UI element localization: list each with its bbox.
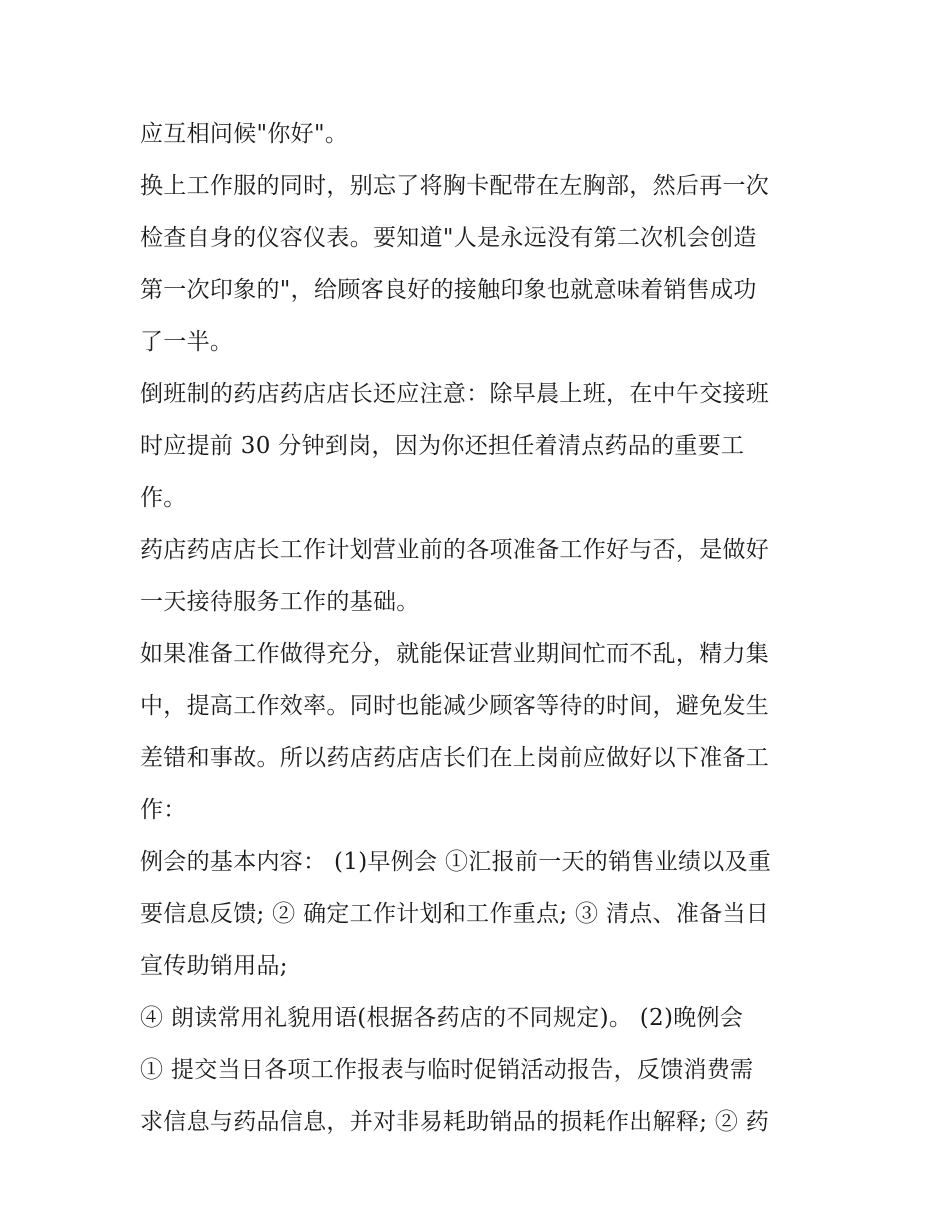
text-line: 换上工作服的同时，别忘了将胸卡配带在左胸部，然后再一次 [140,173,770,199]
text-line: 时应提前 30 分钟到岗，因为你还担任着清点药品的重要工 [140,433,745,459]
text-line: 倒班制的药店药店店长还应注意：除早晨上班，在中午交接班 [140,381,770,407]
document-body [140,108,820,1148]
text-line: 检查自身的仪容仪表。要知道"人是永远没有第二次机会创造 [140,225,757,251]
text-line: 要信息反馈; ② 确定工作计划和工作重点; ③ 清点、准备当日 [140,901,770,927]
text-line: 药店药店店长工作计划营业前的各项准备工作好与否，是做好 [140,537,770,563]
text-line: 应互相问候"你好"。 [140,121,349,147]
text-line: ① 提交当日各项工作报表与临时促销活动报告，反馈消费需 [140,1057,754,1083]
text-line: 第一次印象的"，给顾客良好的接触印象也就意味着销售成功 [140,277,757,303]
text-line: 一天接待服务工作的基础。 [140,589,420,615]
text-line: 求信息与药品信息，并对非易耗助销品的损耗作出解释; ② 药 [140,1109,770,1135]
text-line: 了一半。 [140,329,234,355]
text-line: 例会的基本内容： (1)早例会 ①汇报前一天的销售业绩以及重 [140,849,772,875]
text-line: 如果准备工作做得充分，就能保证营业期间忙而不乱，精力集 [140,641,770,667]
text-line: 作： [140,797,187,823]
text-line: 差错和事故。所以药店药店店长们在上岗前应做好以下准备工 [140,745,770,771]
text-line: 作。 [140,485,187,511]
text-line: 中，提高工作效率。同时也能减少顾客等待的时间，避免发生 [140,693,770,719]
text-line: ④ 朗读常用礼貌用语(根据各药店的不同规定)。 (2)晚例会 [140,1005,744,1031]
text-line: 宣传助销用品; [140,953,288,979]
